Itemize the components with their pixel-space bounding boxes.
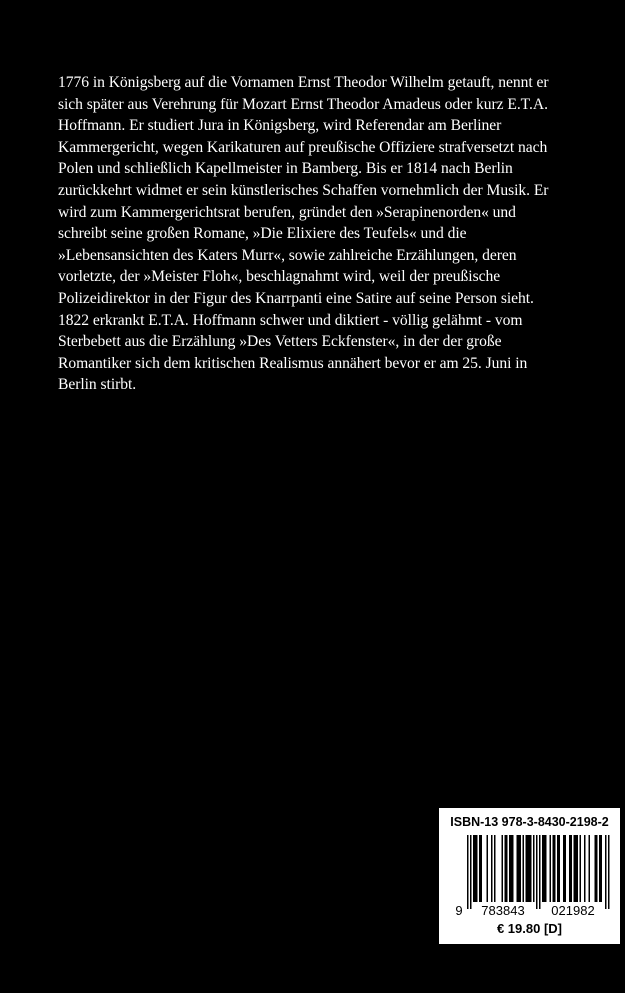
- barcode-bar: [475, 835, 477, 902]
- blurb-line: 1822 erkrankt E.T.A. Hoffmann schwer und diktiert - völlig gelähmt - vom: [58, 311, 523, 329]
- barcode-bar: [512, 835, 514, 902]
- barcode-bar: [505, 835, 507, 902]
- barcode-bar: [511, 835, 513, 902]
- blurb-line: Sterbebett aus die Erzählung »Des Vetters Eckfenster«, in der der große: [58, 333, 502, 351]
- blurb-line: zurückkehrt widmet er sein künstlerisches Schaffen vornehmlich der Musik. Er: [58, 181, 549, 199]
- barcode-bar: [517, 835, 519, 902]
- price-label: € 19.80 [D]: [496, 921, 563, 936]
- barcode-bar: [467, 835, 469, 909]
- barcode-bar: [565, 835, 567, 902]
- barcode-bar: [571, 835, 573, 902]
- barcode-bar: [580, 835, 582, 902]
- barcode-bar: [520, 835, 522, 902]
- barcode-bar: [509, 835, 511, 902]
- barcode-bar: [569, 835, 571, 902]
- barcode-bar: [575, 835, 577, 902]
- blurb-line: sich später aus Verehrung für Mozart Ernst Theodor Amadeus oder kurz E.T.A.: [58, 95, 548, 113]
- isbn-label: ISBN-13 978-3-8430-2198-2: [450, 815, 609, 829]
- blurb-line: schreibt seine großen Romane, »Die Elixiere des Teufels« und die: [58, 225, 467, 243]
- blurb-line: »Lebensansichten des Katers Murr«, sowie zahlreiche Erzählungen, deren: [58, 246, 517, 264]
- barcode-bar: [559, 835, 561, 902]
- barcode-digit-lead: 9: [455, 903, 463, 918]
- barcode-bar: [557, 835, 559, 902]
- barcode-bar: [487, 835, 489, 902]
- barcode-bar: [476, 835, 478, 902]
- barcode-bar: [536, 835, 538, 909]
- barcode-bar: [481, 835, 483, 902]
- barcode-bar: [574, 835, 576, 902]
- barcode-bar: [589, 835, 591, 902]
- isbn-barcode-box: [439, 808, 620, 944]
- blurb-line: Polen und schließlich Kapellmeister in Bamberg. Bis er 1814 nach Berlin: [58, 160, 513, 178]
- barcode-bar: [545, 835, 547, 902]
- barcode-bar: [542, 835, 544, 902]
- blurb-line: wird zum Kammergerichtsrat berufen, gründet den »Serapinenorden« und: [58, 203, 516, 221]
- barcode-bar: [506, 835, 508, 902]
- barcode-bar: [595, 835, 597, 902]
- barcode-bar: [533, 835, 535, 902]
- barcode-bar: [577, 835, 579, 902]
- barcode-bar: [605, 835, 607, 909]
- barcode-bar: [526, 835, 528, 902]
- barcode-bar: [502, 835, 504, 902]
- barcode-bar: [479, 835, 481, 902]
- barcode-bar: [491, 835, 493, 902]
- barcode-bar: [544, 835, 546, 902]
- blurb-line: Kammergericht, wegen Karikaturen auf preußische Offiziere strafversetzt nach: [58, 138, 548, 156]
- barcode-bar: [527, 835, 529, 902]
- barcode-bar: [599, 835, 601, 902]
- blurb-line: Hoffmann. Er studiert Jura in Königsberg, wird Referendar am Berliner: [58, 117, 502, 135]
- barcode-digits-right: 021982: [551, 903, 595, 918]
- back-cover-blurb: [58, 72, 588, 396]
- barcode-bar: [494, 835, 496, 902]
- barcode-bar: [523, 835, 525, 902]
- barcode-bar: [529, 835, 531, 902]
- blurb-line: Romantiker sich dem kritischen Realismus annähert bevor er am 25. Juni in: [58, 354, 528, 372]
- barcode-bar: [608, 835, 610, 909]
- barcode-bar: [601, 835, 603, 902]
- barcode-bar: [539, 835, 541, 909]
- barcode-bar: [518, 835, 520, 902]
- barcode-bar: [596, 835, 598, 902]
- barcode-bar: [553, 835, 555, 902]
- barcode-bar: [550, 835, 552, 902]
- blurb-line: 1776 in Königsberg auf die Vornamen Ernst Theodor Wilhelm getauft, nennt er: [58, 74, 549, 91]
- barcode-bars: [467, 835, 610, 909]
- blurb-line: vorletzte, der »Meister Floh«, beschlagnahmt wird, weil der preußische: [58, 268, 501, 286]
- blurb-line: Polizeidirektor in der Figur des Knarrpanti eine Satire auf seine Person sieht.: [58, 289, 534, 307]
- barcode-bar: [470, 835, 472, 909]
- barcode-bar: [530, 835, 532, 902]
- barcode-bar: [563, 835, 565, 902]
- barcode-digits-left: 783843: [481, 903, 525, 918]
- barcode-bar: [554, 835, 556, 902]
- barcode-bar: [473, 835, 475, 902]
- barcode-bar: [584, 835, 586, 902]
- blurb-line: Berlin stirbt.: [58, 376, 137, 394]
